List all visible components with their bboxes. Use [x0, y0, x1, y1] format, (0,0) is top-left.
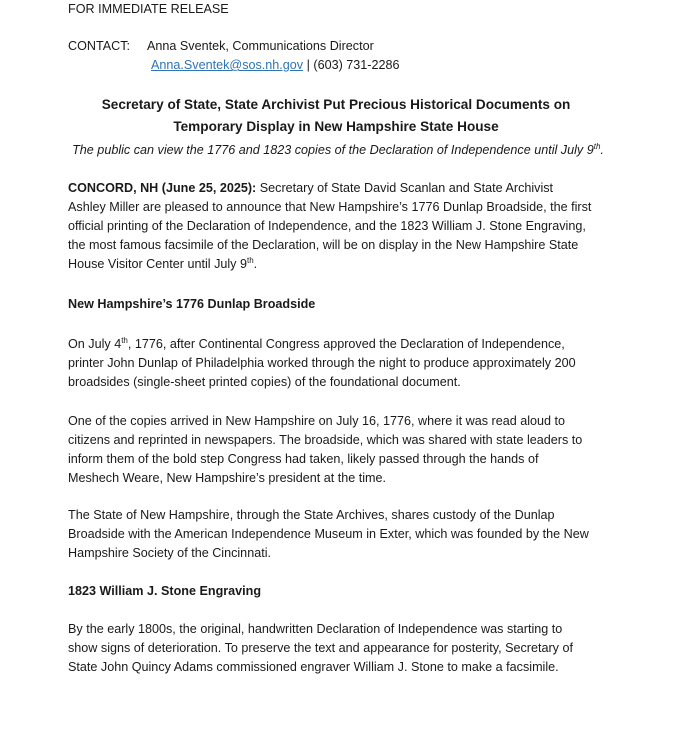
headline-line-1: Secretary of State, State Archivist Put Precious Historical Documents on [101, 97, 571, 112]
subhead-sup: th [593, 141, 601, 151]
contact-separator: | [303, 58, 314, 72]
intro-paragraph [68, 179, 592, 274]
headline [68, 94, 604, 138]
dunlap-paragraph-2: One of the copies arrived in New Hampshire on July 16, 1776, where it was read aloud to citizens and reprinted in newspapers. The broadside, which was shared with state leaders to inform them of the bold step Congress had taken, likely passed through the hands of Meshech Weare, New Hampshire’s president at the time. [68, 414, 583, 485]
contact-name: Anna Sventek, Communications Director [147, 39, 374, 53]
contact-line [68, 37, 374, 56]
dunlap-paragraph-3: The State of New Hampshire, through the State Archives, shares custody of the Dunlap Broadside with the American Independence Museum in Exter, which was founded by the New Hampshire Society of the Cincinnati. [68, 508, 589, 560]
release-label: FOR IMMEDIATE RELEASE [68, 2, 229, 16]
contact-phone: (603) 731-2286 [313, 58, 400, 72]
intro-body: Secretary of State David Scanlan and State Archivist Ashley Miller are pleased to announce that New Hampshire’s 1776 Dunlap Broadside, the first official printing of the Declaration of Independence, and the 1823 William J. Stone Engraving, the most famous facsimile of the Declaration, will be on display in the New Hampshire State House Visitor Center until July 9 [68, 181, 592, 271]
intro-sup: th [246, 255, 254, 265]
subhead-text: The public can view the 1776 and 1823 copies of the Declaration of Independence until July 9 [72, 143, 594, 157]
contact-label: CONTACT: [68, 39, 131, 53]
section-title-stone: 1823 William J. Stone Engraving [68, 584, 262, 598]
contact-details [151, 56, 400, 75]
headline-line-2: Temporary Display in New Hampshire State House [173, 119, 499, 134]
dunlap-p1-start: On July 4 [68, 337, 122, 351]
contact-email-link[interactable]: Anna.Sventek@sos.nh.gov [151, 58, 304, 72]
subheadline [68, 141, 608, 160]
dunlap-paragraph-1 [68, 335, 592, 392]
stone-paragraph-1: By the early 1800s, the original, handwritten Declaration of Independence was starting to show signs of deterioration. To preserve the text and appearance for posterity, Secretary of State John Quincy Adams commissioned engraver William J. Stone to make a facsimile. [68, 622, 573, 674]
section-title-dunlap: New Hampshire’s 1776 Dunlap Broadside [68, 297, 316, 311]
dunlap-p1-rest: , 1776, after Continental Congress approved the Declaration of Independence, printer John Dunlap of Philadelphia worked through the night to produce approximately 200 broadsides (single-sheet printed copies) of the foundational document. [68, 337, 576, 389]
intro-end: . [253, 257, 258, 271]
subhead-end: . [600, 143, 604, 157]
dateline: CONCORD, NH (June 25, 2025): [68, 181, 257, 195]
dunlap-p1-sup: th [121, 335, 128, 345]
